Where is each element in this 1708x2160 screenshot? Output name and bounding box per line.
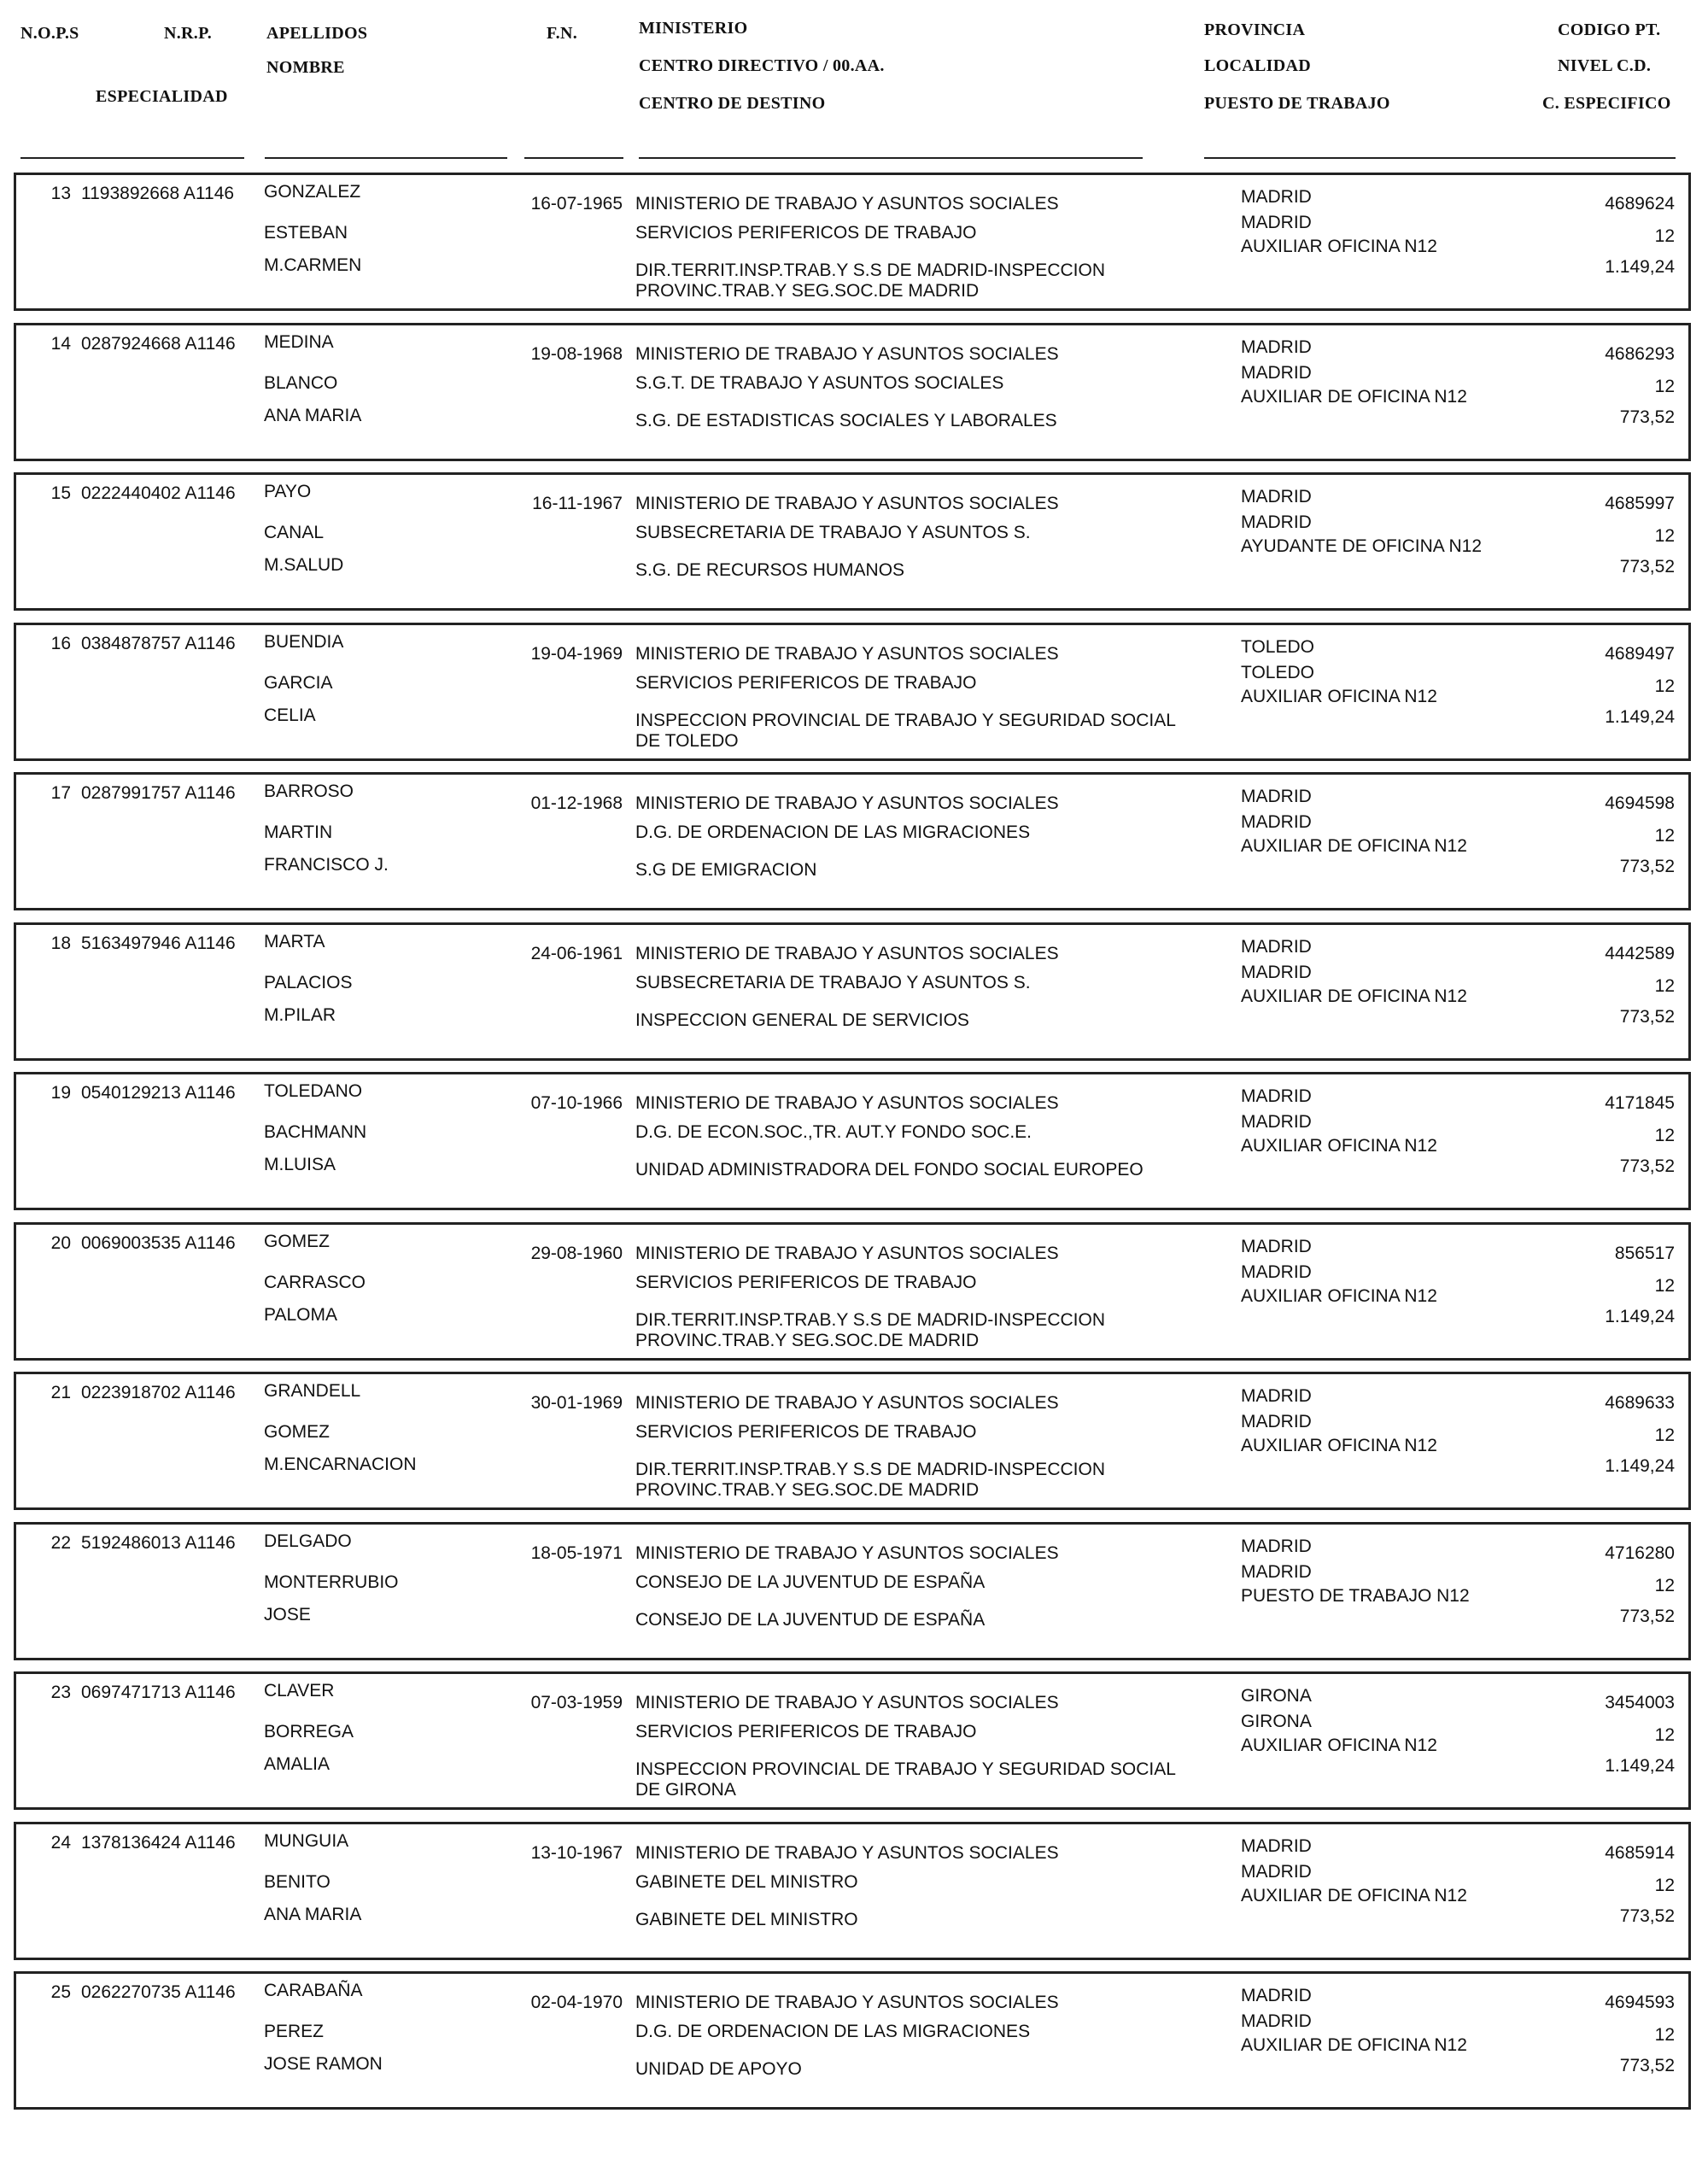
record-nivel-cd: 12 [1654, 826, 1675, 846]
record-puesto: AUXILIAR DE OFICINA N12 [1241, 2035, 1467, 2055]
record-number: 22 [50, 1533, 71, 1553]
record-puesto: AUXILIAR DE OFICINA N12 [1241, 387, 1467, 407]
record-fecha-nacimiento: 19-04-1969 [530, 644, 623, 664]
header-localidad: LOCALIDAD [1204, 56, 1311, 75]
record-centro-destino: DIR.TERRIT.INSP.TRAB.Y S.S DE MADRID-INSPECCION [635, 1310, 1105, 1330]
record-c-especifico: 773,52 [1619, 1156, 1675, 1176]
record-centro-directivo: CONSEJO DE LA JUVENTUD DE ESPAÑA [635, 1572, 986, 1592]
record-nrp: 0287991757 A1146 [81, 783, 236, 803]
record-centro-directivo: SERVICIOS PERIFERICOS DE TRABAJO [635, 1722, 977, 1741]
header-rule [524, 157, 623, 159]
record-number: 13 [50, 184, 71, 203]
record-nombre: CELIA [264, 705, 316, 725]
record-provincia: MADRID [1241, 187, 1312, 207]
record-codigo-pt: 3454003 [1605, 1693, 1675, 1712]
record-codigo-pt: 4716280 [1605, 1543, 1675, 1563]
record-ministerio: MINISTERIO DE TRABAJO Y ASUNTOS SOCIALES [635, 1693, 1059, 1712]
header-rule [20, 157, 244, 159]
record-number: 23 [50, 1683, 71, 1702]
record-nivel-cd: 12 [1654, 1276, 1675, 1296]
record-number: 14 [50, 334, 71, 354]
record-codigo-pt: 4171845 [1605, 1093, 1675, 1113]
record-provincia: MADRID [1241, 1986, 1312, 2005]
record-ministerio: MINISTERIO DE TRABAJO Y ASUNTOS SOCIALES [635, 494, 1059, 513]
record-number: 25 [50, 1982, 71, 2002]
record-apellido-2: BORREGA [264, 1722, 354, 1741]
record-c-especifico: 1.149,24 [1605, 1307, 1675, 1326]
header-fn: F.N. [547, 24, 578, 43]
record-localidad: TOLEDO [1241, 663, 1314, 682]
record-provincia: MADRID [1241, 1086, 1312, 1106]
record-fecha-nacimiento: 18-05-1971 [530, 1543, 623, 1563]
header-nivel: NIVEL C.D. [1558, 56, 1652, 75]
header-nombre: NOMBRE [266, 58, 345, 77]
record-nivel-cd: 12 [1654, 1576, 1675, 1595]
record-centro-directivo: GABINETE DEL MINISTRO [635, 1872, 858, 1892]
record-fecha-nacimiento: 07-03-1959 [530, 1693, 623, 1712]
header-rule [639, 157, 1143, 159]
record-block [14, 623, 1691, 761]
record-centro-directivo: D.G. DE ORDENACION DE LAS MIGRACIONES [635, 2022, 1031, 2041]
record-puesto: AYUDANTE DE OFICINA N12 [1241, 536, 1483, 556]
record-apellido-2: MARTIN [264, 822, 333, 842]
record-centro-directivo: SERVICIOS PERIFERICOS DE TRABAJO [635, 1273, 977, 1292]
record-nrp: 0223918702 A1146 [81, 1383, 236, 1402]
record-apellido-1: GOMEZ [264, 1232, 330, 1251]
record-localidad: MADRID [1241, 1112, 1312, 1132]
record-c-especifico: 773,52 [1619, 1007, 1675, 1027]
record-apellido-2: MONTERRUBIO [264, 1572, 399, 1592]
record-block [14, 1372, 1691, 1510]
record-centro-directivo: SUBSECRETARIA DE TRABAJO Y ASUNTOS S. [635, 973, 1031, 992]
record-fecha-nacimiento: 01-12-1968 [530, 793, 623, 813]
record-fecha-nacimiento: 07-10-1966 [530, 1093, 623, 1113]
record-nrp: 0069003535 A1146 [81, 1233, 236, 1253]
record-centro-destino: INSPECCION PROVINCIAL DE TRABAJO Y SEGURIDAD SOCIAL [635, 711, 1176, 730]
record-nrp: 0384878757 A1146 [81, 634, 236, 653]
record-codigo-pt: 4686293 [1605, 344, 1675, 364]
record-codigo-pt: 4694593 [1605, 1993, 1675, 2012]
record-apellido-1: DELGADO [264, 1531, 352, 1551]
header-provincia: PROVINCIA [1204, 20, 1306, 39]
record-localidad: MADRID [1241, 2011, 1312, 2031]
record-apellido-2: GOMEZ [264, 1422, 330, 1442]
record-localidad: MADRID [1241, 1412, 1312, 1431]
record-number: 16 [50, 634, 71, 653]
record-localidad: MADRID [1241, 213, 1312, 232]
record-apellido-1: GRANDELL [264, 1381, 361, 1401]
record-block [14, 1971, 1691, 2110]
record-nivel-cd: 12 [1654, 377, 1675, 396]
record-ministerio: MINISTERIO DE TRABAJO Y ASUNTOS SOCIALES [635, 1093, 1059, 1113]
record-number: 21 [50, 1383, 71, 1402]
record-puesto: AUXILIAR OFICINA N12 [1241, 1736, 1437, 1755]
record-apellido-2: BENITO [264, 1872, 330, 1892]
record-puesto: PUESTO DE TRABAJO N12 [1241, 1586, 1470, 1606]
record-nrp: 5163497946 A1146 [81, 934, 236, 953]
record-apellido-2: GARCIA [264, 673, 333, 693]
record-number: 18 [50, 934, 71, 953]
record-provincia: MADRID [1241, 787, 1312, 806]
header-rule [1204, 157, 1676, 159]
record-centro-destino-cont: DE TOLEDO [635, 731, 739, 751]
record-apellido-1: BUENDIA [264, 632, 344, 652]
record-localidad: MADRID [1241, 1562, 1312, 1582]
record-nrp: 0262270735 A1146 [81, 1982, 236, 2002]
record-block [14, 1822, 1691, 1960]
record-centro-destino: S.G. DE ESTADISTICAS SOCIALES Y LABORALES [635, 411, 1057, 430]
record-provincia: MADRID [1241, 487, 1312, 506]
record-block [14, 1072, 1691, 1210]
record-ministerio: MINISTERIO DE TRABAJO Y ASUNTOS SOCIALES [635, 1393, 1059, 1413]
record-fecha-nacimiento: 16-07-1965 [530, 194, 623, 214]
record-centro-destino-cont: PROVINC.TRAB.Y SEG.SOC.DE MADRID [635, 281, 980, 301]
record-block [14, 1671, 1691, 1810]
record-provincia: MADRID [1241, 337, 1312, 357]
record-nrp: 5192486013 A1146 [81, 1533, 236, 1553]
record-nombre: PALOMA [264, 1305, 337, 1325]
record-block [14, 472, 1691, 611]
record-apellido-2: CARRASCO [264, 1273, 366, 1292]
record-ministerio: MINISTERIO DE TRABAJO Y ASUNTOS SOCIALES [635, 1993, 1059, 2012]
record-apellido-2: BLANCO [264, 373, 338, 393]
record-nivel-cd: 12 [1654, 1425, 1675, 1445]
record-codigo-pt: 4689497 [1605, 644, 1675, 664]
record-provincia: GIRONA [1241, 1686, 1312, 1706]
header-ministerio: MINISTERIO [639, 19, 748, 38]
record-codigo-pt: 856517 [1614, 1244, 1675, 1263]
record-ministerio: MINISTERIO DE TRABAJO Y ASUNTOS SOCIALES [635, 1843, 1059, 1863]
record-c-especifico: 1.149,24 [1605, 1756, 1675, 1776]
record-fecha-nacimiento: 19-08-1968 [530, 344, 623, 364]
record-codigo-pt: 4685997 [1605, 494, 1675, 513]
record-apellido-2: ESTEBAN [264, 223, 348, 243]
record-provincia: TOLEDO [1241, 637, 1314, 657]
record-centro-directivo: D.G. DE ORDENACION DE LAS MIGRACIONES [635, 822, 1031, 842]
record-localidad: MADRID [1241, 1862, 1312, 1882]
record-localidad: MADRID [1241, 963, 1312, 982]
record-centro-directivo: SERVICIOS PERIFERICOS DE TRABAJO [635, 673, 977, 693]
record-ministerio: MINISTERIO DE TRABAJO Y ASUNTOS SOCIALES [635, 644, 1059, 664]
record-nombre: M.LUISA [264, 1155, 336, 1174]
record-centro-destino-cont: PROVINC.TRAB.Y SEG.SOC.DE MADRID [635, 1331, 980, 1350]
record-apellido-2: PEREZ [264, 2022, 325, 2041]
record-nivel-cd: 12 [1654, 1126, 1675, 1145]
record-puesto: AUXILIAR OFICINA N12 [1241, 1436, 1437, 1455]
record-block [14, 1522, 1691, 1660]
record-centro-destino: UNIDAD ADMINISTRADORA DEL FONDO SOCIAL EUROPEO [635, 1160, 1144, 1180]
record-nivel-cd: 12 [1654, 226, 1675, 246]
header-nops: N.O.P.S [20, 24, 79, 43]
record-block [14, 922, 1691, 1061]
record-centro-directivo: SUBSECRETARIA DE TRABAJO Y ASUNTOS S. [635, 523, 1031, 542]
record-block [14, 323, 1691, 461]
record-nivel-cd: 12 [1654, 1876, 1675, 1895]
record-nombre: FRANCISCO J. [264, 855, 389, 875]
record-apellido-2: CANAL [264, 523, 325, 542]
header-centro-directivo: CENTRO DIRECTIVO / 00.AA. [639, 56, 885, 75]
record-apellido-2: PALACIOS [264, 973, 353, 992]
record-c-especifico: 1.149,24 [1605, 1456, 1675, 1476]
record-centro-destino: DIR.TERRIT.INSP.TRAB.Y S.S DE MADRID-INSPECCION [635, 1460, 1105, 1479]
record-codigo-pt: 4442589 [1605, 944, 1675, 963]
record-provincia: MADRID [1241, 937, 1312, 957]
record-c-especifico: 773,52 [1619, 557, 1675, 577]
record-nombre: M.CARMEN [264, 255, 362, 275]
record-centro-destino: INSPECCION PROVINCIAL DE TRABAJO Y SEGURIDAD SOCIAL [635, 1759, 1176, 1779]
record-localidad: MADRID [1241, 363, 1312, 383]
record-nombre: JOSE [264, 1605, 311, 1624]
record-nombre: M.SALUD [264, 555, 344, 575]
record-nrp: 0697471713 A1146 [81, 1683, 236, 1702]
record-provincia: MADRID [1241, 1237, 1312, 1256]
record-centro-directivo: SERVICIOS PERIFERICOS DE TRABAJO [635, 223, 977, 243]
record-puesto: AUXILIAR OFICINA N12 [1241, 1286, 1437, 1306]
record-centro-directivo: S.G.T. DE TRABAJO Y ASUNTOS SOCIALES [635, 373, 1004, 393]
record-centro-destino: S.G. DE RECURSOS HUMANOS [635, 560, 905, 580]
record-centro-destino: CONSEJO DE LA JUVENTUD DE ESPAÑA [635, 1610, 986, 1630]
record-ministerio: MINISTERIO DE TRABAJO Y ASUNTOS SOCIALES [635, 793, 1059, 813]
record-fecha-nacimiento: 02-04-1970 [530, 1993, 623, 2012]
record-fecha-nacimiento: 30-01-1969 [530, 1393, 623, 1413]
record-puesto: AUXILIAR OFICINA N12 [1241, 1136, 1437, 1156]
record-number: 24 [50, 1833, 71, 1853]
header-especifico: C. ESPECIFICO [1542, 94, 1671, 113]
record-c-especifico: 1.149,24 [1605, 257, 1675, 277]
record-block [14, 772, 1691, 910]
record-number: 17 [50, 783, 71, 803]
record-apellido-1: PAYO [264, 482, 312, 501]
record-fecha-nacimiento: 16-11-1967 [532, 494, 623, 513]
record-nombre: ANA MARIA [264, 1905, 362, 1924]
header-nrp: N.R.P. [164, 24, 213, 43]
record-localidad: MADRID [1241, 1262, 1312, 1282]
record-centro-destino: GABINETE DEL MINISTRO [635, 1910, 858, 1929]
record-centro-directivo: D.G. DE ECON.SOC.,TR. AUT.Y FONDO SOC.E. [635, 1122, 1032, 1142]
record-codigo-pt: 4694598 [1605, 793, 1675, 813]
record-nrp: 0540129213 A1146 [81, 1083, 236, 1103]
record-codigo-pt: 4685914 [1605, 1843, 1675, 1863]
record-nombre: ANA MARIA [264, 406, 362, 425]
record-nrp: 0222440402 A1146 [81, 483, 236, 503]
record-apellido-1: MUNGUIA [264, 1831, 349, 1851]
record-c-especifico: 1.149,24 [1605, 707, 1675, 727]
record-puesto: AUXILIAR DE OFICINA N12 [1241, 836, 1467, 856]
record-nrp: 0287924668 A1146 [81, 334, 236, 354]
record-nivel-cd: 12 [1654, 676, 1675, 696]
record-block [14, 1222, 1691, 1361]
header-especialidad: ESPECIALIDAD [96, 87, 228, 106]
record-apellido-2: BACHMANN [264, 1122, 367, 1142]
record-nivel-cd: 12 [1654, 2025, 1675, 2045]
record-apellido-1: BARROSO [264, 781, 354, 801]
record-apellido-1: CLAVER [264, 1681, 335, 1700]
record-apellido-1: GONZALEZ [264, 182, 361, 202]
record-apellido-1: MEDINA [264, 332, 334, 352]
record-provincia: MADRID [1241, 1386, 1312, 1406]
record-puesto: AUXILIAR OFICINA N12 [1241, 237, 1437, 256]
record-nombre: M.ENCARNACION [264, 1455, 417, 1474]
record-localidad: GIRONA [1241, 1712, 1312, 1731]
header-centro-destino: CENTRO DE DESTINO [639, 94, 826, 113]
record-codigo-pt: 4689624 [1605, 194, 1675, 214]
record-apellido-1: TOLEDANO [264, 1081, 363, 1101]
record-centro-directivo: SERVICIOS PERIFERICOS DE TRABAJO [635, 1422, 977, 1442]
record-puesto: AUXILIAR DE OFICINA N12 [1241, 986, 1467, 1006]
record-ministerio: MINISTERIO DE TRABAJO Y ASUNTOS SOCIALES [635, 944, 1059, 963]
record-nrp: 1193892668 A1146 [81, 184, 235, 203]
record-centro-destino: DIR.TERRIT.INSP.TRAB.Y S.S DE MADRID-INSPECCION [635, 260, 1105, 280]
record-number: 19 [50, 1083, 71, 1103]
record-fecha-nacimiento: 29-08-1960 [530, 1244, 623, 1263]
record-ministerio: MINISTERIO DE TRABAJO Y ASUNTOS SOCIALES [635, 1543, 1059, 1563]
record-centro-destino-cont: PROVINC.TRAB.Y SEG.SOC.DE MADRID [635, 1480, 980, 1500]
record-centro-destino-cont: DE GIRONA [635, 1780, 736, 1800]
record-c-especifico: 773,52 [1619, 1607, 1675, 1626]
record-puesto: AUXILIAR OFICINA N12 [1241, 687, 1437, 706]
record-nombre: M.PILAR [264, 1005, 336, 1025]
record-provincia: MADRID [1241, 1836, 1312, 1856]
record-nivel-cd: 12 [1654, 976, 1675, 996]
record-nivel-cd: 12 [1654, 1725, 1675, 1745]
record-nrp: 1378136424 A1146 [81, 1833, 236, 1853]
record-ministerio: MINISTERIO DE TRABAJO Y ASUNTOS SOCIALES [635, 194, 1059, 214]
header-codigo: CODIGO PT. [1558, 20, 1661, 39]
record-localidad: MADRID [1241, 812, 1312, 832]
record-localidad: MADRID [1241, 512, 1312, 532]
record-c-especifico: 773,52 [1619, 1906, 1675, 1926]
record-centro-destino: UNIDAD DE APOYO [635, 2059, 802, 2079]
record-ministerio: MINISTERIO DE TRABAJO Y ASUNTOS SOCIALES [635, 1244, 1059, 1263]
record-codigo-pt: 4689633 [1605, 1393, 1675, 1413]
header-puesto: PUESTO DE TRABAJO [1204, 94, 1390, 113]
header-apellidos: APELLIDOS [266, 24, 368, 43]
record-ministerio: MINISTERIO DE TRABAJO Y ASUNTOS SOCIALES [635, 344, 1059, 364]
record-puesto: AUXILIAR DE OFICINA N12 [1241, 1886, 1467, 1905]
record-block [14, 173, 1691, 311]
record-apellido-1: CARABAÑA [264, 1981, 363, 2000]
record-provincia: MADRID [1241, 1537, 1312, 1556]
record-number: 20 [50, 1233, 71, 1253]
record-centro-destino: INSPECCION GENERAL DE SERVICIOS [635, 1010, 969, 1030]
record-nombre: JOSE RAMON [264, 2054, 383, 2074]
record-nombre: AMALIA [264, 1754, 330, 1774]
record-c-especifico: 773,52 [1619, 2056, 1675, 2075]
record-nivel-cd: 12 [1654, 526, 1675, 546]
record-c-especifico: 773,52 [1619, 857, 1675, 876]
record-apellido-1: MARTA [264, 932, 325, 951]
record-fecha-nacimiento: 13-10-1967 [530, 1843, 623, 1863]
header-rule [265, 157, 507, 159]
record-number: 15 [50, 483, 71, 503]
record-centro-destino: S.G DE EMIGRACION [635, 860, 817, 880]
record-fecha-nacimiento: 24-06-1961 [530, 944, 623, 963]
record-c-especifico: 773,52 [1619, 407, 1675, 427]
